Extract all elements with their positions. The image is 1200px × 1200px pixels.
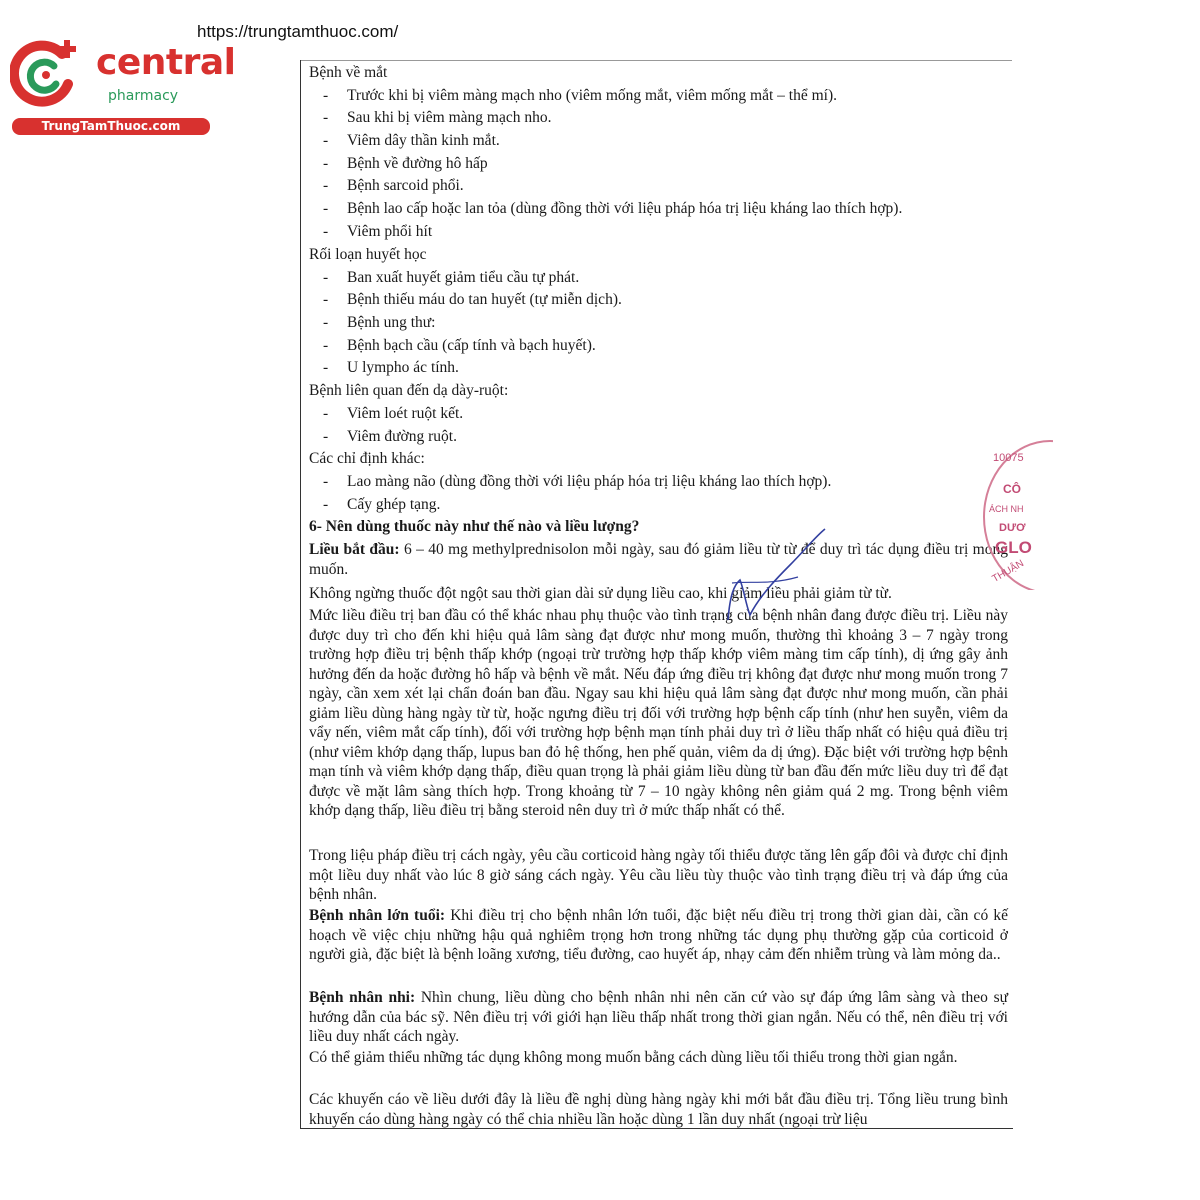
paragraph-initial-dose: Mức liều điều trị ban đầu có thể khác nhau phụ thuộc vào tình trạng của bệnh nhân đang được điều trị. Liều này được duy trì cho đến khi hiệu quả lâm sàng đạt được như mong muốn, thường thì khoảng 3 – 7 ngày trong trường hợp điều trị bệnh thấp khớp (ngoại trừ trường hợp thấp khớp viêm màng tim cấp tính), dị ứng gây ảnh hưởng đến da hoặc đường hô hấp và bệnh về mắt. Nếu đáp ứng điều trị không đạt được như mong muốn trong 7 ngày, cần xem xét lại chẩn đoán ban đầu. Ngay sau khi hiệu quả lâm sàng đạt được như mong muốn, cần phải giảm liều dùng hàng ngày từ từ, hoặc ngưng điều trị đối với trường hợp bệnh cấp tính (như hen suyễn, viêm da vẩy nến, viêm mắt cấp tính), đối với trường hợp bệnh mạn tính phải duy trì ở liều thấp nhất có hiệu quả điều trị (như viêm khớp dạng thấp, lupus ban đỏ hệ thống, hen phế quản, viêm da dị ứng). Đặc biệt với trường hợp bệnh mạn tính và viêm khớp dạng thấp, điều quan trọng là phải giảm liều dùng từ ban đầu đến mức liều duy trì để đạt được về mặt lâm sàng thích hợp. Trong khoảng từ 7 – 10 ngày không nên giảm quá 2 mg. Trong bệnh viêm khớp dạng thấp, liều điều trị bằng steroid nên duy trì ở mức thấp nhất có thể.	[309, 607, 1008, 819]
label-pediatric: Bệnh nhân nhi:	[309, 989, 416, 1006]
source-url: https://trungtamthuoc.com/	[197, 22, 399, 41]
signature-mark	[710, 525, 830, 635]
central-pharmacy-logo-icon	[10, 38, 82, 110]
paragraph-dose-recommendations: Các khuyến cáo về liều dưới đây là liều đề nghị dùng hàng ngày khi mới bắt đầu điều trị. Tổng liều trung bình khuyến cáo dùng hàng ngày có thể chia nhiều lần hoặc dùng 1 lần duy nhất (ngoại trừ liệu	[309, 1091, 1008, 1128]
list-item: Viêm loét ruột kết.	[347, 405, 464, 422]
list-item: Viêm phổi hít	[347, 223, 433, 240]
stamp-text: GLO	[995, 538, 1032, 557]
bullet: -	[323, 200, 329, 217]
list-item: Viêm đường ruột.	[347, 428, 457, 445]
logo-wordmark: central	[96, 42, 236, 83]
eye-heading: Bệnh về mắt	[309, 64, 388, 81]
stamp-text: ÁCH NH	[989, 504, 1024, 514]
list-item: Bệnh bạch cầu (cấp tính và bạch huyết).	[347, 337, 596, 354]
bullet: -	[323, 155, 329, 172]
paragraph-elderly	[309, 906, 1008, 965]
gut-heading: Bệnh liên quan đến dạ dày-ruột:	[309, 382, 509, 399]
list-item: Lao màng não (dùng đồng thời với liệu pháp hóa trị liệu kháng lao thích hợp).	[347, 473, 832, 490]
list-item: U lympho ác tính.	[347, 359, 459, 376]
list-item: Viêm dây thần kinh mắt.	[347, 132, 500, 149]
bullet: -	[323, 359, 329, 376]
other-heading: Các chỉ định khác:	[309, 450, 425, 467]
paragraph-no-abrupt-stop: Không ngừng thuốc đột ngột sau thời gian dài sử dụng liều cao, khi giảm liều phải giảm từ từ.	[309, 585, 892, 602]
stamp-text: CÔ	[1003, 482, 1021, 496]
label-elderly: Bệnh nhân lớn tuổi:	[309, 907, 446, 924]
company-stamp	[983, 440, 1053, 590]
stamp-text: 10075	[993, 452, 1024, 464]
bullet: -	[323, 109, 329, 126]
central-pharmacy-logo	[10, 38, 236, 138]
paragraph-pediatric	[309, 988, 1008, 1047]
text-pediatric: Nhìn chung, liều dùng cho bệnh nhân nhi nên căn cứ vào sự đáp ứng lâm sàng và theo sự hướng dẫn của bác sỹ. Nên điều trị với giới hạn liều thấp nhất trong thời gian ngắn. Nếu có thể, nên điều trị với liều duy nhất cách ngày.	[309, 989, 1008, 1045]
list-item: Bệnh về đường hô hấp	[347, 155, 488, 172]
text-elderly: Khi điều trị cho bệnh nhân lớn tuổi, đặc biệt nếu điều trị trong thời gian dài, cần có kế hoạch về việc chịu những hậu quả nghiêm trọng hơn trong những tác dụng phụ thường gặp của corticoid ở người già, đặc biệt là bệnh loãng xương, tiểu đường, cao huyết áp, nhạy cảm đến nhiễm trùng và làm mỏng da..	[309, 907, 1008, 963]
bullet: -	[323, 223, 329, 240]
bullet: -	[323, 405, 329, 422]
logo-subtitle: pharmacy	[108, 88, 179, 104]
bullet: -	[323, 473, 329, 490]
paragraph-alternate-day: Trong liệu pháp điều trị cách ngày, yêu cầu corticoid hàng ngày tối thiểu được tăng lên gấp đôi và được chỉ định một liều duy nhất vào lúc 8 giờ sáng cách ngày. Yêu cầu liều tùy thuộc vào tình trạng điều trị và đáp ứng của bệnh nhân.	[309, 847, 1008, 903]
list-item: Bệnh lao cấp hoặc lan tỏa (dùng đồng thời với liệu pháp hóa trị liệu kháng lao thích hợp).	[347, 200, 903, 217]
stamp-text: DƯƠ	[999, 522, 1026, 534]
bullet: -	[323, 87, 329, 104]
list-item: Bệnh sarcoid phổi.	[347, 177, 464, 194]
list-item: Bệnh ung thư:	[347, 314, 436, 331]
list-item: Trước khi bị viêm màng mạch nho (viêm mống mắt, viêm mống mắt – thể mí).	[347, 87, 837, 104]
list-item: Cấy ghép tạng.	[347, 496, 441, 513]
bullet: -	[323, 269, 329, 286]
stamp-text: THUẬN	[990, 558, 1026, 585]
bullet: -	[323, 291, 329, 308]
list-item: Sau khi bị viêm màng mạch nho.	[347, 109, 552, 126]
bullet: -	[323, 177, 329, 194]
logo-site-bar: TrungTamThuoc.com	[12, 118, 210, 135]
text-starting-dose: 6 – 40 mg methylprednisolon mỗi ngày, sau đó giảm liều từ từ để duy trì tác dụng điều trị mong muốn.	[309, 541, 1008, 578]
list-item: Bệnh thiếu máu do tan huyết (tự miễn dịch).	[347, 291, 622, 308]
label-starting-dose: Liều bắt đầu:	[309, 541, 400, 558]
bullet: -	[323, 314, 329, 331]
section-6-heading: 6- Nên dùng thuốc này như thế nào và liều lượng?	[309, 518, 640, 535]
paragraph-starting-dose	[309, 540, 1008, 579]
paragraph-minimize-effects: Có thể giảm thiểu những tác dụng không mong muốn bằng cách dùng liều tối thiểu trong thời gian ngắn.	[309, 1049, 958, 1066]
bullet: -	[323, 496, 329, 513]
blood-heading: Rối loạn huyết học	[309, 246, 427, 263]
bullet: -	[323, 428, 329, 445]
document-page	[300, 60, 1013, 1129]
bullet: -	[323, 337, 329, 354]
bullet: -	[323, 132, 329, 149]
list-item: Ban xuất huyết giảm tiểu cầu tự phát.	[347, 269, 580, 286]
